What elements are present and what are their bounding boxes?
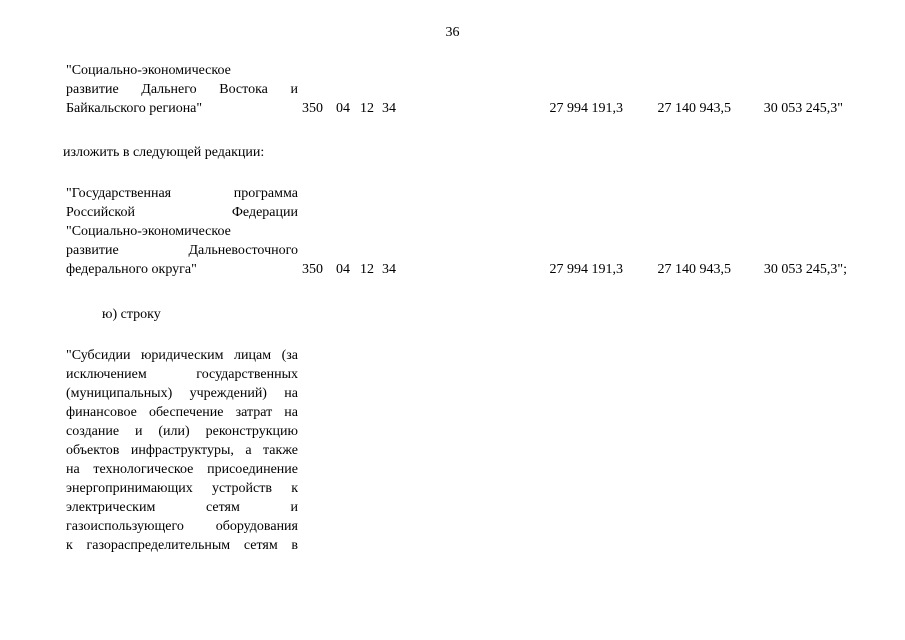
description-line: финансовое обеспечение затрат на — [66, 405, 298, 420]
value-year-1: 27 994 191,3 — [549, 262, 623, 277]
description-line: Байкальского региона" — [66, 101, 203, 116]
code-ministry: 350 — [302, 101, 323, 116]
description-line: (муниципальных) учреждений) на — [66, 386, 298, 401]
code-subsection: 12 — [360, 262, 374, 277]
value-year-2: 27 140 943,5 — [657, 101, 731, 116]
description-line: развитие Дальнего Востока и — [66, 82, 298, 97]
description-line: "Социально-экономическое — [66, 63, 231, 78]
row-description — [66, 61, 298, 118]
description-line: "Государственная программа — [66, 186, 298, 201]
description-line: исключением государственных — [66, 367, 298, 382]
code-target: 34 — [382, 262, 396, 277]
description-line: создание и (или) реконструкцию — [66, 424, 298, 439]
table-row-replacement — [0, 184, 905, 284]
description-line: энергопринимающих устройств к — [66, 481, 298, 496]
description-line: "Субсидии юридическим лицам (за — [66, 348, 298, 363]
table-row-subsidy — [0, 346, 905, 561]
description-line: развитие Дальневосточного — [66, 243, 298, 258]
description-line: Российской Федерации — [66, 205, 298, 220]
instruction-text: ю) строку — [102, 307, 161, 322]
code-target: 34 — [382, 101, 396, 116]
value-year-1: 27 994 191,3 — [549, 101, 623, 116]
code-section: 04 — [336, 262, 350, 277]
value-year-3: 30 053 245,3"; — [763, 262, 847, 277]
description-line: "Социально-экономическое — [66, 224, 231, 239]
code-ministry: 350 — [302, 262, 323, 277]
value-year-2: 27 140 943,5 — [657, 262, 731, 277]
description-line: газоиспользующего оборудования — [66, 519, 298, 534]
description-line: объектов инфраструктуры, а также — [66, 443, 298, 458]
code-subsection: 12 — [360, 101, 374, 116]
value-year-3: 30 053 245,3" — [763, 101, 843, 116]
description-line: электрическим сетям и — [66, 500, 298, 515]
row-codes — [302, 260, 402, 279]
row-description — [66, 184, 298, 279]
description-line: федерального округа" — [66, 262, 197, 277]
description-line: к газораспределительным сетям в — [66, 538, 298, 553]
page-number: 36 — [445, 25, 460, 40]
table-row-original — [0, 61, 905, 121]
row-description — [66, 346, 298, 555]
description-line: на технологическое присоединение — [66, 462, 298, 477]
code-section: 04 — [336, 101, 350, 116]
instruction-text: изложить в следующей редакции: — [63, 145, 265, 160]
row-codes — [302, 99, 402, 118]
